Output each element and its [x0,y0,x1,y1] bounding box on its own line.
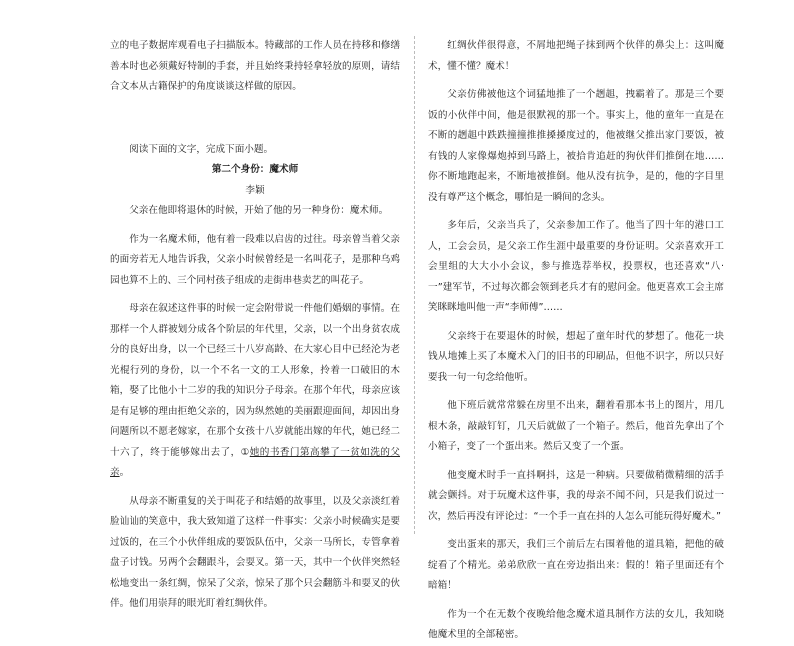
paragraph-9: 他下班后就常常躲在房里不出来，翻着看那本书上的图片，用几根木条，敲敲钉钉，几天后就做了一个箱子。然后，他首先拿出了个小箱子，变了一个蛋出来。然后又变了一个蛋。 [428,400,724,452]
paragraph-7: 多年后，父亲当兵了，父亲参加工作了。他当了四十年的港口工人，工会会员，是父亲工作生涯中最重要的身份证明。父亲喜欢开工会里组的大大小小会议，参与推选荐举权，投票权，也还喜欢“八·一”建军节，不过每次都会领到老兵才有的慰问金。他更喜欢工会主席笑眯眯地叫他一声“李师傅”…… [428,220,724,313]
column-divider [414,36,415,534]
paragraph-3 [110,299,400,484]
question-continuation: 立的电子数据库观看电子扫描版本。特藏部的工作人员在持移和修缮善本时也必须戴好特制的手套，并且始终秉持轻拿轻放的原则，请结合文本从古籍保护的角度谈谈这样做的原因。 [110,40,400,92]
article-author: 李颖 [245,184,265,196]
paragraph-5: 红绸伙伴很得意，不屑地把绳子抹到两个伙伴的鼻尖上：这叫魔术，懂不懂？魔术！ [428,40,724,72]
sentence-marker: ① [240,446,250,458]
paragraph-1: 父亲在他即将退休的时候，开始了他的另一种身份：魔术师。 [129,205,389,216]
paragraph-4: 从母亲不断重复的关于叫花子和结婚的故事里，以及父亲淡红着脸讪讪的笑意中，我大致知道了这样一件事实：父亲小时候确实是要过饭的，在三个小伙伴组成的要饭队伍中，父亲一马所长，专管拿着盘子讨钱。另两个会翻跟斗，会耍叉。第一天，其中一个伙伴突然轻松地变出一条红绸，惊呆了父亲，惊呆了那个只会翻筋斗和耍叉的伙伴。他们用崇拜的眼光盯着红绸伙伴。 [110,495,400,609]
paragraph-3-text: 母亲在叙述这件事的时候一定会附带说一件他们婚姻的事情。在那样一个人群被划分成各个阶层的年代里，父亲，以一个出身贫农成分的良好出身，以一个已经三十八岁高龄、在大家心目中已经沦为老光棍行列的身份，以一个不名一文的工人形象，拎着一口破旧的木箱，娶了比他小十二岁的我的知识分子母亲。在那个年代，母亲应该是有足够的理由拒绝父亲的，因为纵然她的美丽跟迎面间，却因出身问题所以不愿老嫁家，在那个女孩十八岁就能出嫁的年代，她已经二十六了，终于能够嫁出去了， [110,303,400,458]
paragraph-2: 作为一名魔术师，他有着一段难以启齿的过往。母亲曾当着父亲的面旁若无人地告诉我，父亲小时候曾经是一名叫花子，是那种乌鸡园也算不上的、三个同村孩子组成的走街串巷卖艺的叫花子。 [110,233,400,286]
left-column [110,36,400,615]
paragraph-10: 他变魔术时手一直抖啊抖，这是一种病。只要做稍微精细的活手就会颤抖。对于玩魔术这件事，我的母亲不闻不问，只是我们说过一次，然后再没有评论过：“一个手一直在抖的人怎么可能玩得好魔术。” [428,469,724,522]
paragraph-6: 父亲仿佛被他这个词猛地推了一个趔趄，拽霸着了。那是三个要饭的小伙伴中间，他是很默视的那一个。事实上，他的童年一直是在不断的趔趄中跌跌撞撞推推搡搡度过的，他被继父推出家门要饭，被有钱的人家像爆炮掉到马路上，被拾肯追赶的狗伙伴们推倒在地……你不断地跑起来，不断地被推倒。他从没有抗争，是的，他的字目里没有尊严这个概念，哪怕是一瞬间的念头。 [428,89,724,203]
paragraph-11: 变出蛋来的那天，我们三个前后左右围着他的道具箱，把他的破绽看了个精光。弟弟欣欣一直在旁边指出来：假的！箱子里面还有个暗箱！ [428,539,724,591]
article-title: 第二个身份：魔术师 [211,164,299,175]
paragraph-8: 父亲终于在要退休的时候，想起了童年时代的梦想了。他花一块钱从地摊上买了本魔术入门的旧书的印刷品，但他不识字，所以只好要我一句一句念给他听。 [428,330,724,383]
paragraph-12: 作为一个在无数个夜晚给他念魔术道具制作方法的女儿，我知晓他魔术里的全部秘密。 [428,608,724,640]
underlined-sentence: 她的书香门第高攀了一贫如洗的父亲 [110,446,401,478]
right-column [428,36,724,646]
reading-instruction: 阅读下面的文字，完成下面小题。 [129,143,274,155]
paragraph-3-end: 。 [119,467,130,478]
